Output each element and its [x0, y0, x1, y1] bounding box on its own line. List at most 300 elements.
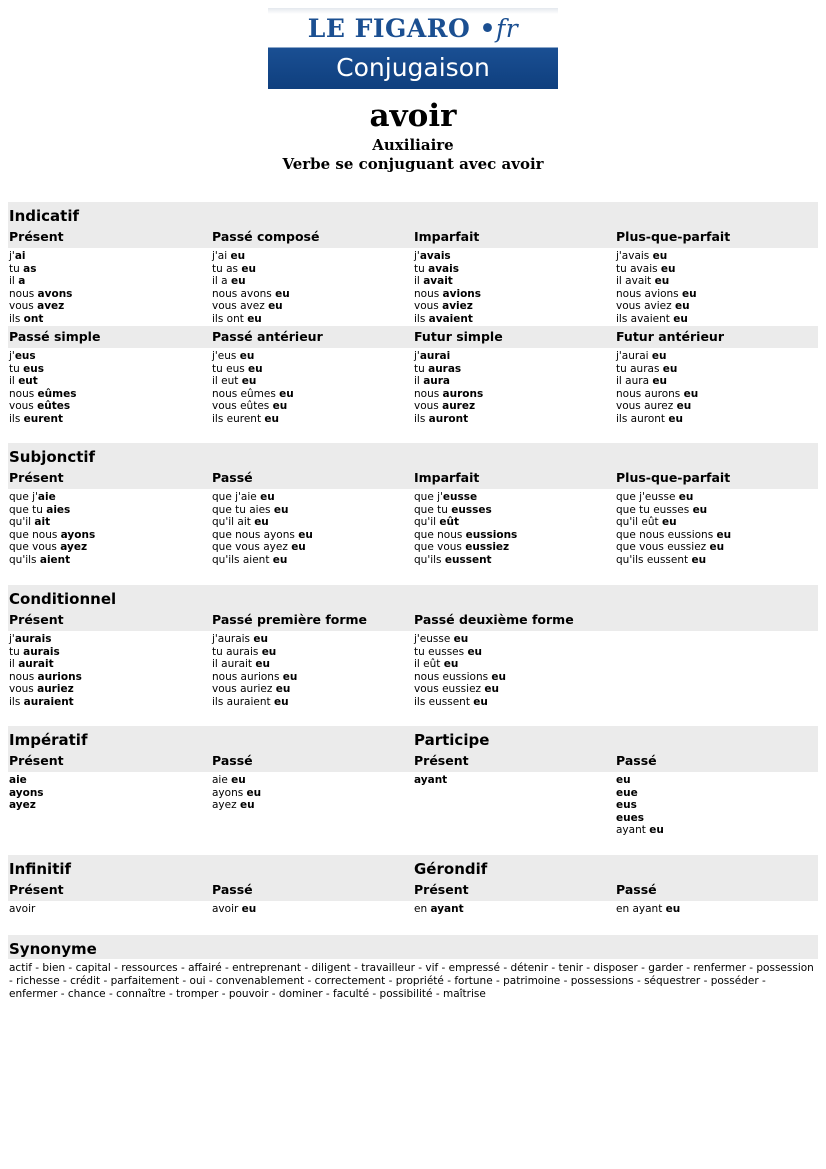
form-prefix: il	[414, 275, 424, 288]
imperatif-title: Impératif	[9, 731, 88, 749]
form-prefix: il a	[212, 275, 231, 288]
form-ending: ayant	[430, 903, 464, 915]
conjugation-line	[212, 671, 297, 684]
form-ending: a	[18, 275, 26, 288]
form-ending: aurez	[442, 400, 476, 413]
figaro-conjugaison-logo	[268, 8, 558, 89]
form-prefix: que j'aie	[212, 491, 261, 503]
conjugation-line	[414, 275, 481, 288]
form-ending: ayons	[60, 528, 96, 541]
tense-header-row	[8, 326, 818, 348]
form-ending: eusses	[451, 503, 492, 516]
conjugation-line	[212, 491, 313, 504]
form-prefix: ils	[414, 412, 429, 425]
form-ending: eu	[275, 683, 291, 696]
form-ending: ai	[14, 250, 26, 262]
form-ending: eu	[668, 412, 683, 425]
form-prefix: ils auraient	[212, 695, 274, 708]
form-prefix: vous	[9, 400, 38, 413]
form-prefix: nous aurons	[616, 387, 684, 400]
conjugation-line	[616, 903, 680, 916]
form-ending: aurais	[14, 633, 52, 645]
form-ending: eu	[298, 528, 313, 541]
conjugation-line	[9, 313, 72, 326]
form-ending: aurons	[442, 387, 484, 400]
form-prefix: nous eussions	[414, 670, 492, 683]
conjugation-line	[616, 413, 698, 426]
form-ending: eus	[23, 362, 44, 375]
forms-row	[8, 248, 818, 326]
form-ending: aie	[9, 774, 27, 786]
form-prefix: tu auras	[616, 362, 663, 375]
form-prefix: vous eussiez	[414, 683, 485, 696]
conjugation-line	[9, 799, 44, 812]
conjugation-line	[9, 683, 82, 696]
conjugation-line	[616, 812, 664, 825]
form-prefix: il eût	[414, 658, 444, 671]
form-ending: eussiez	[465, 541, 510, 554]
section-title: Subjonctif	[8, 443, 818, 467]
form-ending: eu	[291, 541, 306, 554]
tense-label: Présent	[414, 882, 469, 897]
form-ending: eu	[709, 541, 725, 554]
form-prefix: nous	[9, 387, 38, 400]
form-ending: ayant	[414, 774, 448, 786]
form-prefix: vous aviez	[616, 300, 675, 313]
tense-label: Imparfait	[414, 229, 480, 244]
form-ending: eu	[260, 491, 275, 503]
form-ending: eu	[691, 553, 707, 566]
form-prefix: tu as	[212, 262, 242, 275]
form-ending: eussent	[444, 553, 492, 566]
form-ending: eu	[651, 350, 667, 362]
section-title	[8, 726, 818, 750]
form-ending: eu	[268, 300, 283, 313]
section-imperatif-participe	[8, 726, 818, 838]
forms-row	[8, 348, 818, 426]
auxiliary-note: Verbe se conjuguant avec avoir	[282, 155, 544, 173]
conjugation-column	[212, 491, 313, 567]
tense-label: Passé	[616, 753, 657, 768]
form-ending: eu	[683, 387, 699, 400]
form-ending: ayons	[9, 786, 44, 799]
form-prefix: que vous ayez	[212, 541, 292, 554]
form-prefix: vous	[414, 300, 443, 313]
form-prefix: qu'ils	[414, 553, 445, 566]
form-prefix: que vous	[414, 541, 466, 554]
form-prefix: tu	[9, 362, 24, 375]
form-ending: eue	[616, 786, 638, 799]
form-ending: eu	[248, 362, 263, 375]
form-prefix: nous	[9, 670, 38, 683]
form-ending: eu	[264, 412, 280, 425]
conjugation-column	[616, 350, 698, 426]
conjugation-line	[212, 375, 294, 388]
form-ending: eu	[273, 503, 289, 516]
conjugation-column	[212, 633, 297, 709]
form-ending: avait	[423, 275, 453, 288]
form-prefix: vous	[414, 400, 443, 413]
tense-label: Passé	[616, 882, 657, 897]
conjugation-line	[414, 388, 483, 401]
form-prefix: il	[9, 275, 19, 288]
conjugation-line	[414, 288, 481, 301]
conjugation-column	[414, 633, 506, 709]
form-ending: eût	[439, 516, 460, 529]
conjugation-line	[212, 363, 294, 376]
form-ending: eu	[652, 375, 667, 388]
conjugation-line	[9, 400, 76, 413]
conjugation-line	[616, 288, 697, 301]
form-prefix: que j'eusse	[616, 491, 679, 503]
conjugation-line	[212, 903, 256, 916]
form-ending: eu	[692, 503, 708, 516]
conjugation-line	[414, 263, 481, 276]
form-prefix: avoir	[9, 903, 36, 915]
form-prefix: nous	[414, 287, 443, 300]
form-prefix: vous avez	[212, 300, 269, 313]
tense-label: Passé	[212, 753, 253, 768]
form-prefix: nous aurions	[212, 670, 283, 683]
tense-header-row	[8, 879, 818, 901]
forms-row	[8, 772, 818, 838]
conjugation-column	[212, 774, 261, 812]
conjugation-line	[212, 275, 290, 288]
conjugation-column	[9, 350, 76, 426]
tense-label: Présent	[414, 753, 469, 768]
conjugation-line	[212, 787, 261, 800]
form-prefix: en ayant	[616, 903, 666, 915]
form-prefix: qu'ils	[9, 553, 40, 566]
tense-label: Passé composé	[212, 229, 320, 244]
form-ending: aviez	[442, 300, 473, 313]
form-ending: aurais	[23, 645, 60, 658]
form-ending: eus	[14, 350, 36, 362]
conjugation-line	[414, 633, 506, 646]
form-prefix: que nous ayons	[212, 528, 299, 541]
conjugation-line	[616, 799, 664, 812]
conjugation-line	[9, 263, 72, 276]
form-ending: eu	[241, 262, 256, 275]
form-ending: eu	[230, 250, 246, 262]
conjugation-line	[9, 658, 82, 671]
form-ending: avons	[37, 287, 73, 300]
conjugation-line	[616, 388, 698, 401]
conjugation-line	[9, 350, 76, 363]
conjugation-line	[414, 300, 481, 313]
form-ending: aient	[39, 553, 71, 566]
form-prefix: tu	[9, 645, 24, 658]
conjugation-column	[212, 250, 290, 326]
tense-header-row	[8, 609, 818, 631]
form-prefix: j'avais	[616, 250, 653, 262]
form-ending: eu	[678, 491, 694, 503]
conjugation-line	[212, 696, 297, 709]
tense-label: Imparfait	[414, 470, 480, 485]
form-prefix: il avait	[616, 275, 655, 288]
conjugation-line	[414, 491, 517, 504]
tense-header-row	[8, 750, 818, 772]
tense-label: Présent	[9, 882, 64, 897]
conjugation-line	[212, 516, 313, 529]
form-ending: eu	[241, 375, 257, 388]
conjugation-line	[9, 288, 72, 301]
form-ending: aura	[423, 375, 451, 388]
conjugation-line	[212, 541, 313, 554]
tense-header-row	[8, 467, 818, 489]
conjugation-column	[414, 903, 464, 916]
conjugation-column	[616, 774, 664, 837]
conjugation-column	[414, 774, 447, 787]
form-prefix: j'aurai	[616, 350, 652, 362]
form-prefix: tu	[414, 362, 429, 375]
conjugation-line	[414, 541, 517, 554]
form-prefix: j'eus	[212, 350, 240, 362]
form-prefix: j'	[9, 633, 15, 645]
form-ending: ont	[23, 312, 44, 325]
conjugation-line	[9, 529, 95, 542]
form-ending: eu	[673, 312, 688, 325]
form-prefix: qu'il	[414, 516, 440, 529]
conjugation-column	[9, 774, 44, 812]
form-prefix: il	[414, 375, 424, 388]
form-ending: eu	[239, 350, 255, 362]
form-prefix: nous eûmes	[212, 387, 280, 400]
conjugation-line	[212, 683, 297, 696]
conjugation-line	[616, 363, 698, 376]
tense-label: Passé	[212, 882, 253, 897]
form-ending: ayez	[60, 541, 88, 554]
infinitif-title: Infinitif	[9, 860, 72, 878]
form-prefix: j'	[414, 350, 420, 362]
form-prefix: vous	[9, 300, 38, 313]
tense-label: Présent	[9, 612, 64, 627]
conjugation-line	[616, 774, 664, 787]
form-ending: eus	[616, 799, 637, 812]
conjugation-line	[414, 504, 517, 517]
form-prefix: que j'	[414, 491, 443, 503]
form-ending: eu	[246, 786, 262, 799]
conjugation-line	[9, 646, 82, 659]
tense-label: Présent	[9, 470, 64, 485]
form-prefix: ils eurent	[212, 412, 265, 425]
form-ending: eûmes	[37, 387, 77, 400]
tense-label: Passé	[212, 470, 253, 485]
conjugation-line	[212, 388, 294, 401]
form-prefix: que nous	[414, 528, 466, 541]
section-indicatif	[8, 202, 818, 426]
form-ending: eu	[652, 250, 668, 262]
form-ending: eu	[230, 275, 246, 288]
form-ending: eu	[272, 553, 288, 566]
form-prefix: que tu	[414, 503, 452, 516]
form-ending: eu	[247, 312, 262, 325]
conjugation-line	[414, 903, 464, 916]
conjugation-line	[212, 300, 290, 313]
form-prefix: qu'il ait	[212, 516, 255, 529]
conjugation-line	[9, 275, 72, 288]
section-title: Synonyme	[8, 935, 818, 959]
forms-row	[8, 631, 818, 709]
conjugation-line	[9, 774, 44, 787]
form-prefix: que vous	[9, 541, 61, 554]
conjugation-line	[414, 375, 483, 388]
conjugation-line	[616, 313, 697, 326]
conjugation-line	[414, 350, 483, 363]
conjugation-line	[414, 363, 483, 376]
form-prefix: vous aurez	[616, 400, 677, 413]
section-title: Indicatif	[8, 202, 818, 226]
conjugation-line	[616, 529, 731, 542]
conjugation-line	[9, 363, 76, 376]
form-ending: eu	[453, 633, 469, 645]
conjugation-line	[616, 250, 697, 263]
form-prefix: j'	[414, 250, 420, 262]
form-prefix: en	[414, 903, 431, 915]
form-prefix: tu avais	[616, 262, 661, 275]
conjugation-line	[616, 300, 697, 313]
conjugation-column	[9, 250, 72, 326]
form-ending: eu	[662, 362, 678, 375]
tense-label: Passé première forme	[212, 612, 368, 627]
synonym-list: actif - bien - capital - ressources - affairé - entreprenant - diligent - travailleur - vif - empressé - détenir - tenir - disposer - garder - renfermer - possession - richesse - crédit - parfaitement - oui - convenablement - correctement - propriété - fortune - patrimoine - possessions - séquestrer - posséder - enfermer - chance - connaître - tromper - pouvoir - dominer - faculté - possibilité - maîtrise	[9, 962, 814, 1000]
conjugation-line	[414, 516, 517, 529]
form-prefix: il aura	[616, 375, 653, 388]
form-ending: auront	[428, 412, 469, 425]
form-prefix: nous	[9, 287, 38, 300]
form-ending: eu	[616, 774, 631, 786]
conjugation-line	[414, 250, 481, 263]
conjugation-line	[212, 658, 297, 671]
logo-brand: LE FIGARO •fr	[307, 14, 519, 43]
form-prefix: qu'ils aient	[212, 553, 273, 566]
form-ending: eu	[273, 695, 289, 708]
form-ending: eurent	[23, 412, 64, 425]
tense-label: Passé deuxième forme	[414, 612, 574, 627]
conjugation-line	[212, 263, 290, 276]
form-ending: avez	[37, 300, 65, 313]
conjugation-line	[9, 541, 95, 554]
conjugation-line	[616, 554, 731, 567]
tense-label: Plus-que-parfait	[616, 470, 731, 485]
form-ending: eu	[649, 824, 664, 837]
form-ending: ait	[34, 516, 51, 529]
form-ending: eu	[665, 903, 681, 915]
form-ending: eut	[18, 375, 38, 388]
conjugation-line	[212, 799, 261, 812]
form-ending: ayez	[9, 799, 36, 812]
tense-label: Futur simple	[414, 329, 503, 344]
form-prefix: j'aurais	[212, 633, 254, 645]
form-ending: eu	[674, 300, 690, 313]
conjugation-line	[9, 554, 95, 567]
form-prefix: ils avaient	[616, 312, 674, 325]
conjugation-line	[9, 787, 44, 800]
form-prefix: ils eussent	[414, 695, 474, 708]
form-prefix: tu aurais	[212, 645, 262, 658]
form-prefix: avoir	[212, 903, 242, 915]
gerondif-title: Gérondif	[414, 860, 488, 878]
form-ending: eu	[473, 695, 488, 708]
form-ending: eu	[716, 528, 732, 541]
tense-label: Passé antérieur	[212, 329, 323, 344]
conjugation-line	[212, 250, 290, 263]
form-prefix: ils	[9, 695, 24, 708]
conjugation-line	[414, 658, 506, 671]
form-ending: aurions	[37, 670, 82, 683]
conjugation-line	[212, 400, 294, 413]
conjugation-column	[212, 350, 294, 426]
form-prefix: qu'il eût	[616, 516, 662, 529]
conjugation-line	[414, 683, 506, 696]
conjugation-line	[616, 263, 697, 276]
conjugation-line	[212, 633, 297, 646]
form-ending: eu	[253, 633, 268, 645]
conjugation-line	[212, 288, 290, 301]
conjugation-line	[9, 375, 76, 388]
form-prefix: que vous eussiez	[616, 541, 710, 554]
form-ending: avais	[419, 250, 451, 262]
conjugation-line	[616, 375, 698, 388]
conjugation-line	[414, 646, 506, 659]
section-synonyme	[8, 935, 818, 1001]
form-prefix: que tu eusses	[616, 503, 693, 516]
form-prefix: ils ont	[212, 312, 248, 325]
form-prefix: ayez	[212, 799, 240, 812]
form-ending: auras	[428, 362, 462, 375]
form-ending: auraient	[23, 695, 74, 708]
form-prefix: ils	[414, 312, 429, 325]
conjugation-line	[616, 275, 697, 288]
form-ending: eu	[661, 516, 677, 529]
conjugation-line	[9, 300, 72, 313]
form-ending: eu	[282, 670, 298, 683]
form-prefix: tu eusses	[414, 645, 468, 658]
form-prefix: vous auriez	[212, 683, 276, 696]
conjugation-line	[616, 400, 698, 413]
form-prefix: ils auront	[616, 412, 669, 425]
conjugation-line	[414, 554, 517, 567]
conjugation-line	[9, 413, 76, 426]
form-ending: eûtes	[37, 400, 71, 413]
conjugation-line	[616, 491, 731, 504]
form-prefix: j'	[9, 350, 15, 362]
form-ending: aie	[37, 491, 56, 503]
form-ending: eu	[491, 670, 507, 683]
section-infinitif-gerondif	[8, 855, 818, 931]
form-prefix: ils	[9, 412, 24, 425]
form-prefix: que j'	[9, 491, 38, 503]
conjugation-line	[414, 413, 483, 426]
logo-product: Conjugaison	[336, 53, 490, 82]
section-conditionnel	[8, 585, 818, 709]
conjugation-column	[414, 350, 483, 426]
form-prefix: qu'il	[9, 516, 35, 529]
conjugation-line	[212, 350, 294, 363]
form-prefix: que tu	[9, 503, 47, 516]
form-prefix: il aurait	[212, 658, 256, 671]
conjugation-column	[9, 903, 35, 916]
form-ending: avais	[428, 262, 459, 275]
conjugation-line	[9, 633, 82, 646]
conjugation-line	[414, 774, 447, 787]
tense-label: Plus-que-parfait	[616, 229, 731, 244]
form-ending: eu	[654, 275, 670, 288]
form-ending: aurait	[18, 658, 54, 671]
conjugation-column	[616, 903, 680, 916]
form-prefix: tu eus	[212, 362, 249, 375]
conjugation-line	[9, 250, 72, 263]
